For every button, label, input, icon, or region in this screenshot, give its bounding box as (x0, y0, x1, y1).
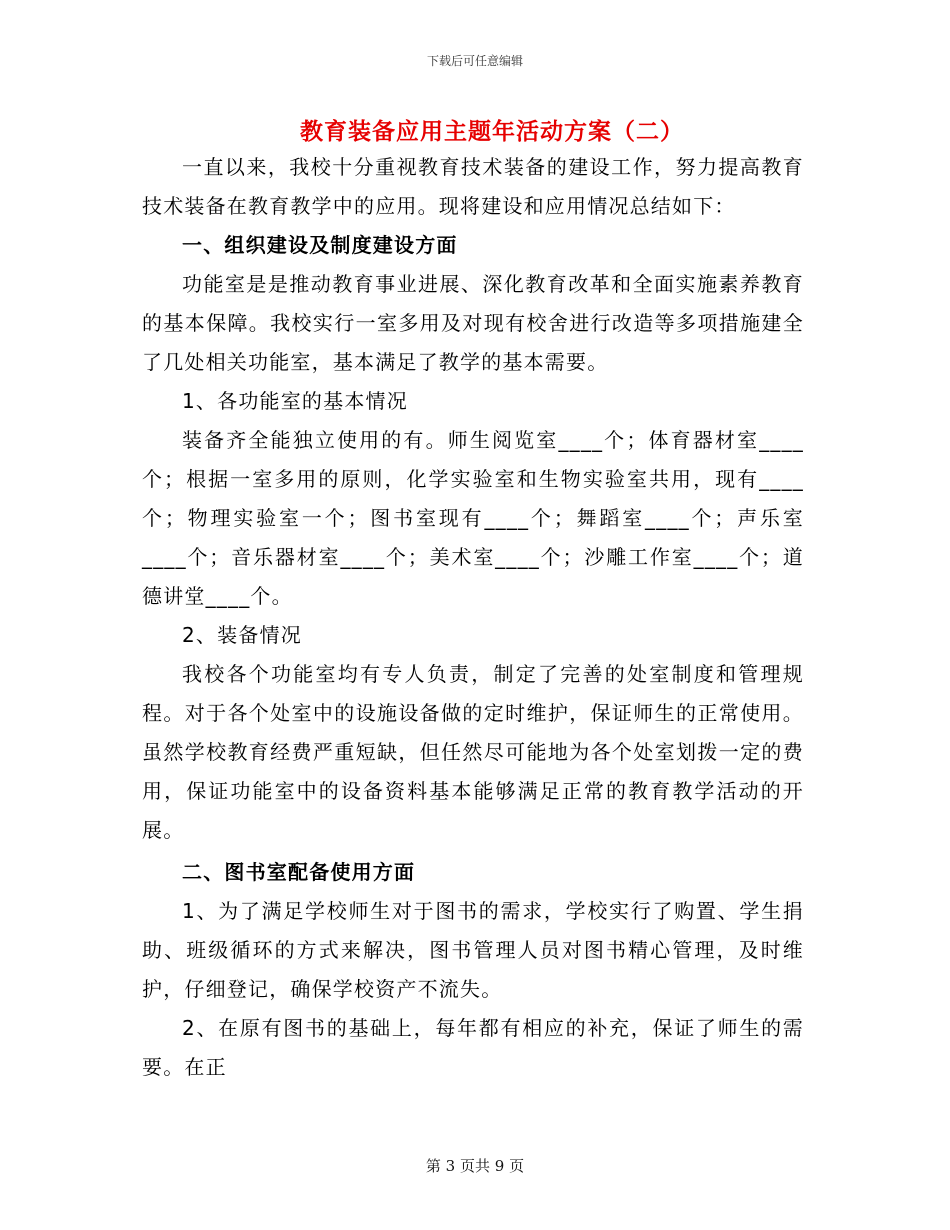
equipment-paragraph: 我校各个功能室均有专人负责，制定了完善的处室制度和管理规程。对于各个处室中的设施设备做的定时维护，保证师生的正常使用。虽然学校教育经费严重短缺，但任然尽可能地为各个处室划拨一定的费用，保证功能室中的设备资料基本能够满足正常的教育教学活动的开展。 (142, 662, 804, 842)
page-footer (0, 1155, 950, 1176)
page-number-label: 第 3 页共 9 页 (425, 1157, 525, 1175)
header-note: 下载后可任意编辑 (426, 54, 523, 68)
rooms-list-paragraph: 装备齐全能独立使用的有。师生阅览室____个；体育器材室____个；根据一室多用的原则，化学实验室和生物实验室共用，现有____个；物理实验室一个；图书室现有____个；舞蹈室____个；声乐室____个；音乐器材室____个；美术室____个；沙雕工作室____个；道德讲堂____个。 (142, 428, 804, 608)
library-point-1: 1、为了满足学校师生对于图书的需求，学校实行了购置、学生捐助、班级循环的方式来解决，图书管理人员对图书精心管理，及时维护，仔细登记，确保学校资产不流失。 (142, 899, 804, 1001)
section-heading-organization: 一、组织建设及制度建设方面 (182, 233, 458, 257)
library-point-2: 2、在原有图书的基础上，每年都有相应的补充，保证了师生的需要。在正 (142, 1016, 804, 1079)
subheading-equipment: 2、装备情况 (182, 623, 302, 647)
subheading-room-basics: 1、各功能室的基本情况 (182, 389, 408, 413)
intro-paragraph: 一直以来，我校十分重视教育技术装备的建设工作，努力提高教育技术装备在教育教学中的应用。现将建设和应用情况总结如下： (142, 155, 804, 218)
functional-rooms-paragraph: 功能室是是推动教育事业进展、深化教育改革和全面实施素养教育的基本保障。我校实行一室多用及对现有校舍进行改造等多项措施建全了几处相关功能室，基本满足了教学的基本需要。 (142, 272, 804, 374)
document-body (142, 148, 804, 1087)
document-title: 教育装备应用主题年活动方案（二） (300, 119, 684, 145)
section-heading-library: 二、图书室配备使用方面 (182, 860, 416, 884)
